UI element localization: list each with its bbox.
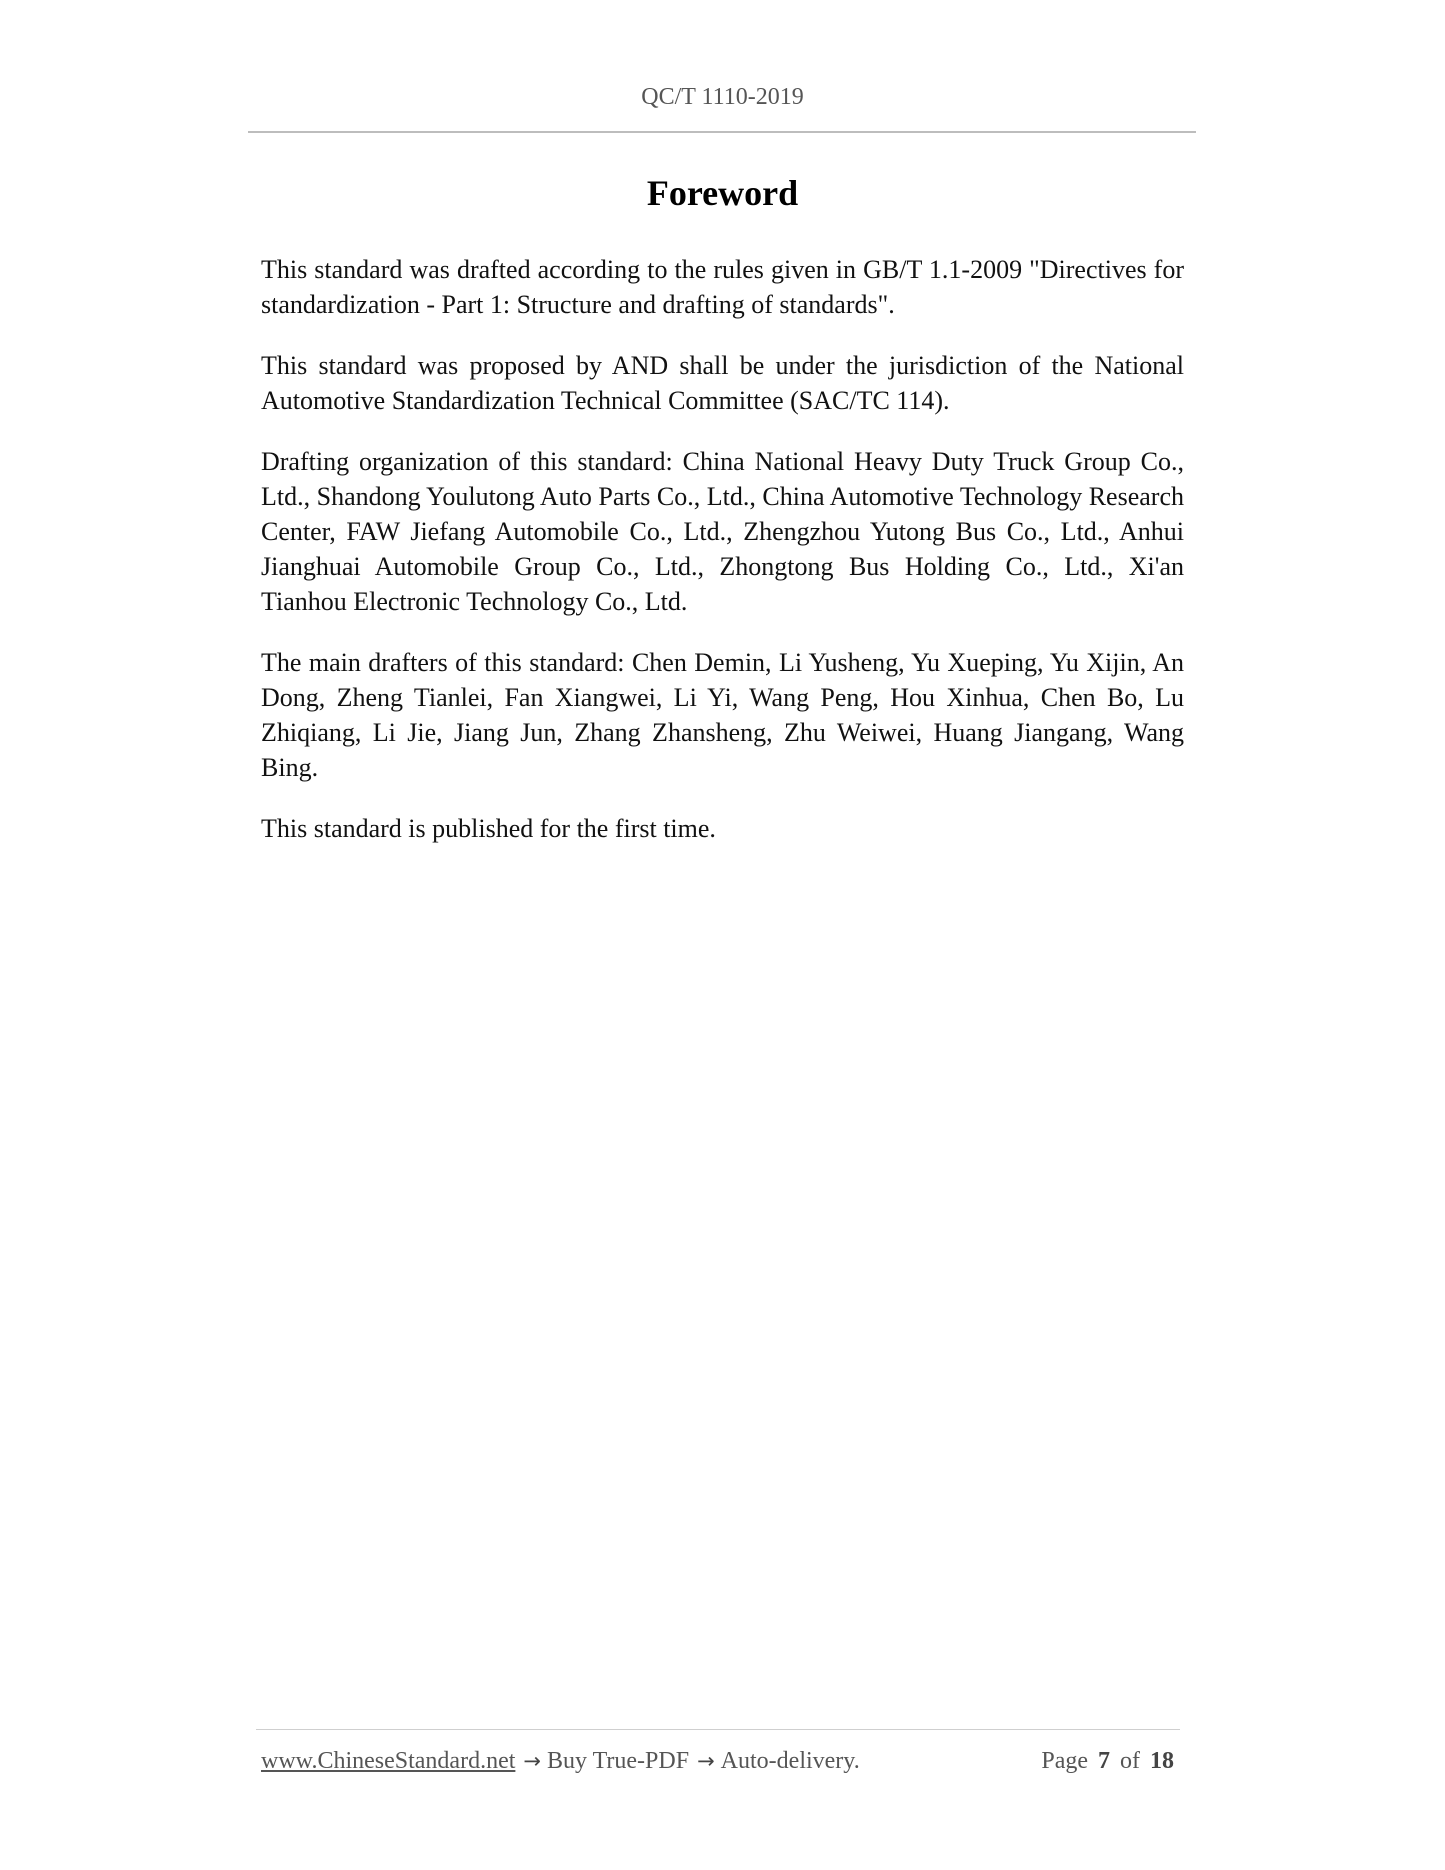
footer-divider (256, 1729, 1180, 1730)
foreword-body (261, 252, 1184, 872)
of-label: of (1120, 1748, 1140, 1774)
page-label: Page (1041, 1748, 1088, 1774)
paragraph-main-drafters: The main drafters of this standard: Chen Demin, Li Yusheng, Yu Xueping, Yu Xijin, An Dong, Zheng Tianlei, Fan Xiangwei, Li Yi, Wang Peng, Hou Xinhua, Chen Bo, Lu Zhiqiang, Li Jie, Jiang Jun, Zhang Zhansheng, Zhu Weiwei, Huang Jiangang, Wang Bing. (261, 648, 1184, 782)
current-page-number: 7 (1098, 1748, 1110, 1774)
site-link[interactable]: www.ChineseStandard.net (261, 1748, 516, 1774)
total-page-count: 18 (1150, 1748, 1174, 1774)
page-number (1041, 1748, 1174, 1775)
page-title: Foreword (646, 173, 799, 213)
right-arrow-icon: → (523, 1749, 541, 1773)
right-arrow-icon: → (697, 1749, 715, 1773)
footer-purchase-info (261, 1748, 860, 1775)
buy-true-pdf-text: Buy True-PDF (547, 1748, 690, 1774)
paragraph-jurisdiction: This standard was proposed by AND shall be under the jurisdiction of the National Automotive Standardization Technical Committee (SAC/TC 114). (261, 351, 1184, 415)
page-footer (261, 1748, 1179, 1782)
paragraph-drafting-rules: This standard was drafted according to the rules given in GB/T 1.1-2009 "Directives for standardization - Part 1: Structure and drafting of standards". (261, 255, 1184, 319)
paragraph-drafting-organizations: Drafting organization of this standard: China National Heavy Duty Truck Group Co., Ltd., Shandong Youlutong Auto Parts Co., Ltd., China Automotive Technology Research Center, FAW Jiefang Automobile Co., Ltd., Zhengzhou Yutong Bus Co., Ltd., Anhui Jianghuai Automobile Group Co., Ltd., Zhongtong Bus Holding Co., Ltd., Xi'an Tianhou Electronic Technology Co., Ltd. (261, 447, 1184, 616)
header-divider (248, 131, 1196, 133)
running-header: QC/T 1110-2019 (641, 84, 804, 110)
paragraph-first-publication: This standard is published for the first time. (261, 814, 716, 843)
auto-delivery-text: Auto-delivery. (720, 1748, 860, 1774)
